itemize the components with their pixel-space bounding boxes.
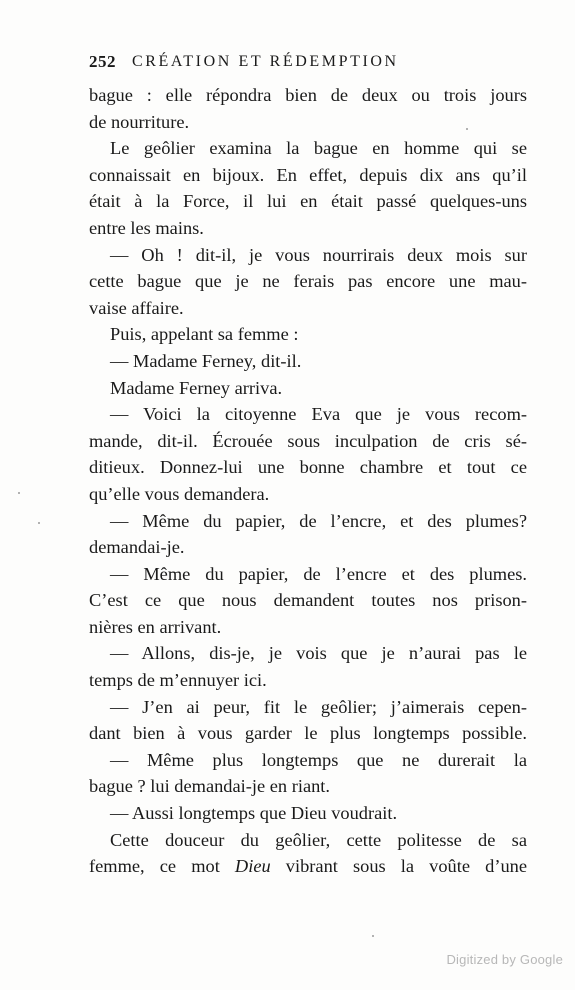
- text-line: ditieux. Donnez-lui une bonne chambre et tout ce: [89, 457, 527, 478]
- paper-speck: [466, 128, 468, 130]
- text-line: entre les mains.: [89, 217, 204, 238]
- running-title: CRÉATION ET RÉDEMPTION: [132, 53, 399, 70]
- text-line: vaise affaire.: [89, 297, 184, 318]
- paper-speck: [38, 522, 40, 524]
- last-line-before: femme, ce mot: [89, 856, 235, 877]
- page-number: 252: [89, 52, 116, 71]
- text-line: connaissait en bijoux. En effet, depuis dix ans qu’il: [89, 164, 527, 185]
- page-header: [89, 50, 529, 74]
- paper-speck: [18, 492, 20, 494]
- text-line: — J’en ai peur, fit le geôlier; j’aimerais cepen-: [110, 696, 527, 717]
- text-line: qu’elle vous demandera.: [89, 483, 270, 504]
- text-line: dant bien à vous garder le plus longtemps possible.: [89, 723, 527, 744]
- text-line: temps de m’ennuyer ici.: [89, 670, 267, 691]
- text-line: Cette douceur du geôlier, cette politesse de sa: [110, 829, 527, 850]
- text-line: bague ? lui demandai-je en riant.: [89, 776, 331, 797]
- text-line: — Aussi longtemps que Dieu voudrait.: [110, 803, 398, 824]
- digitized-watermark: Digitized by Google: [446, 952, 563, 967]
- text-line: — Même plus longtemps que ne durerait la: [110, 749, 527, 770]
- text-line: — Voici la citoyenne Eva que je vous recom-: [110, 404, 527, 425]
- last-line-italic-word: Dieu: [234, 856, 271, 877]
- text-line: demandai-je.: [89, 537, 185, 558]
- text-line: Le geôlier examina la bague en homme qui se: [110, 138, 527, 159]
- paper-speck: [372, 935, 374, 937]
- text-line: Puis, appelant sa femme :: [110, 324, 299, 345]
- text-line: C’est ce que nous demandent toutes nos prison-: [89, 590, 527, 611]
- text-line: — Même du papier, de l’encre et des plumes.: [110, 563, 527, 584]
- text-line: bague : elle répondra bien de deux ou trois jours: [89, 85, 527, 105]
- text-line: de nourriture.: [89, 111, 190, 132]
- text-line: était à la Force, il lui en était passé quelques-uns: [89, 191, 527, 212]
- text-line: mande, dit-il. Écrouée sous inculpation de cris sé-: [89, 430, 527, 451]
- text-line: — Même du papier, de l’encre, et des plumes?: [110, 510, 527, 531]
- text-line: — Madame Ferney, dit-il.: [110, 350, 302, 371]
- text-line: Madame Ferney arriva.: [110, 377, 283, 398]
- text-line: — Oh ! dit-il, je vous nourrirais deux mois sur: [110, 244, 527, 265]
- body-text: [89, 82, 527, 880]
- text-line: — Allons, dis-je, je vois que je n’aurai pas le: [110, 643, 527, 664]
- last-line-after: vibrant sous la voûte d’une: [270, 856, 527, 877]
- text-line: nières en arrivant.: [89, 616, 222, 637]
- text-line: cette bague que je ne ferais pas encore une mau-: [89, 271, 527, 292]
- text-line-last: [89, 853, 527, 880]
